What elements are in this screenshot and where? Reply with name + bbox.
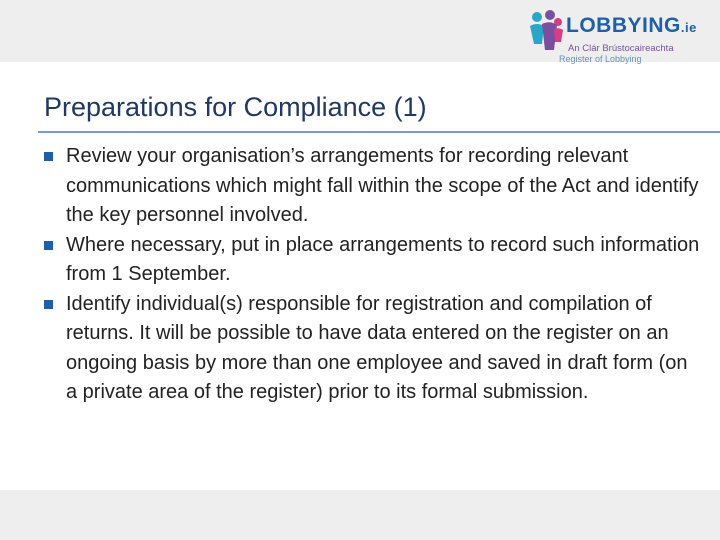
lobbying-logo [528,6,718,64]
square-bullet-icon [44,241,53,250]
bullet-text: Review your organisation’s arrangements for recording relevant communications which might fall within the scope of the Act and identify the key personnel involved. [66,145,699,226]
bullet-item [42,231,702,290]
bullet-item [42,290,702,408]
people-icon [528,10,564,56]
square-bullet-icon [44,152,53,161]
logo-irish-subtitle: An Clár Brústocaireachta [568,43,674,54]
slide-title: Preparations for Compliance (1) [44,92,427,122]
bullet-list [42,142,702,408]
bullet-text: Identify individual(s) responsible for registration and compilation of returns. It will be possible to have data entered on the register on an ongoing basis by more than one employee and saved in draft form (on a private area of the register) prior to its formal submission. [66,292,688,403]
bullet-item [42,142,702,231]
logo-wordmark: LOBBYING.ie [566,14,697,37]
logo-english-subtitle: Register of Lobbying [559,54,642,64]
title-underline [38,131,720,133]
square-bullet-icon [44,300,53,309]
logo-suffix: .ie [680,20,697,35]
footer-band [0,490,720,540]
bullet-text: Where necessary, put in place arrangements to record such information from 1 September. [66,233,700,285]
